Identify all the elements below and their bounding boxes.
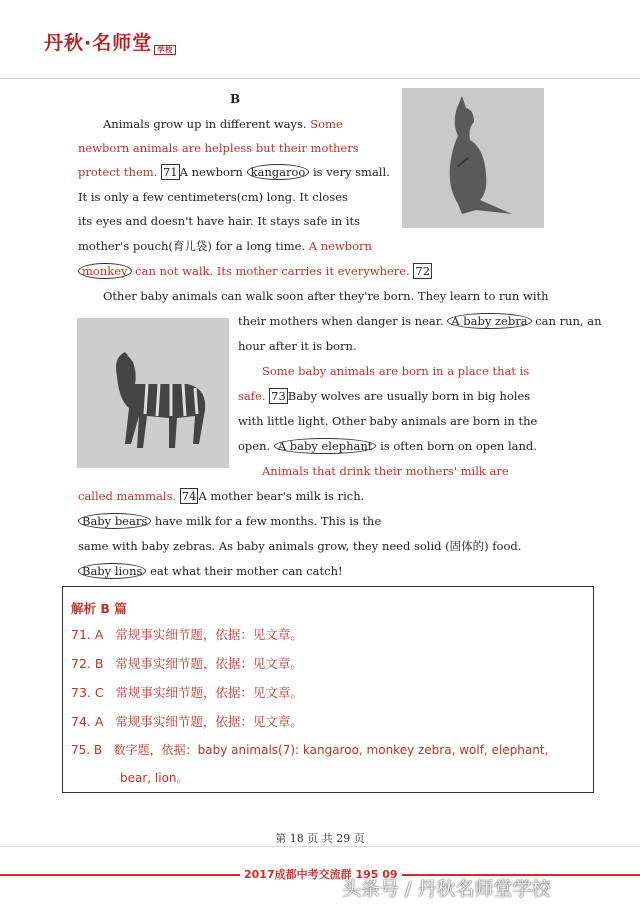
passage-text: mother's pouch(育儿袋) for a long time.: [78, 239, 309, 253]
kangaroo-image: [402, 88, 544, 228]
passage-text: newborn animals are helpless but their mothers: [78, 141, 359, 155]
page-number: 第 18 页 共 29 页: [275, 832, 365, 845]
question-number: 74: [181, 489, 197, 503]
passage-text: its eyes and doesn't have hair. It stays safe in its: [78, 214, 361, 228]
analysis-item: 71. A 常规事实细节题，依据：见文章。: [71, 627, 303, 642]
circled-word: A baby elephant: [274, 438, 377, 454]
passage-text: Baby wolves are usually born in big holes: [287, 389, 531, 403]
passage-text: can run, an: [531, 314, 602, 328]
circled-word: kangaroo: [247, 164, 310, 180]
passage-text: safe.: [238, 389, 270, 403]
passage-text: Other baby animals can walk soon after they're born. They learn to run with: [103, 289, 549, 303]
passage-text: have milk for a few months. This is the: [151, 514, 382, 528]
passage-line-5: [78, 214, 360, 228]
passage-text: Some: [310, 117, 343, 131]
footer-divider: [0, 846, 640, 847]
footer-group-text: 2017成都中考交流群 195 09: [240, 866, 402, 882]
passage-line-19: [78, 564, 343, 578]
analysis-continuation: bear, lion。: [120, 771, 189, 785]
analysis-item: 72. B 常规事实细节题，依据：见文章。: [71, 656, 303, 671]
passage-line-18: [78, 539, 521, 553]
passage-text: It is only a few centimeters(cm) long. It closes: [78, 190, 348, 204]
question-number: 73: [271, 389, 286, 403]
passage-line-16: [78, 489, 364, 503]
analysis-box: [62, 586, 594, 793]
passage-line-7: [78, 264, 432, 278]
header-divider: [0, 78, 640, 79]
passage-line-13: [238, 414, 537, 428]
passage-text: protect them.: [78, 165, 161, 179]
passage-text: open.: [238, 439, 274, 453]
circled-word: A baby zebra: [447, 313, 531, 329]
passage-text: called mammals.: [78, 489, 180, 503]
passage-text: Some baby animals are born in a place that is: [262, 364, 530, 378]
zebra-image: [77, 318, 229, 468]
passage-text: eat what their mother can catch!: [146, 564, 343, 578]
section-heading: B: [230, 92, 241, 106]
passage-line-3: [78, 165, 390, 179]
question-number: 71: [162, 165, 178, 179]
question-number: 72: [415, 264, 431, 278]
passage-line-6: [78, 239, 372, 253]
passage-text: hour after it is born.: [238, 339, 357, 353]
passage-text: Animals that drink their mothers' milk are: [262, 464, 509, 478]
passage-line-8: [103, 289, 549, 303]
analysis-title: 解析 B 篇: [71, 601, 127, 616]
passage-text: same with baby zebras. As baby animals grow, they need solid (固体的) food.: [78, 539, 522, 553]
passage-line-4: [78, 190, 348, 204]
passage-line-11: [262, 364, 529, 378]
passage-line-2: [78, 141, 359, 155]
analysis-item: 73. C 常规事实细节题，依据：见文章。: [71, 685, 304, 700]
passage-line-17: [78, 514, 381, 528]
circled-word: Baby lions: [78, 563, 146, 579]
circled-word: monkey: [78, 263, 132, 279]
passage-text: is often born on open land.: [376, 439, 537, 453]
brand-logo: 丹秋·名师堂 学校: [44, 28, 176, 55]
watermark-text: 头条号 / 丹秋名师堂学校: [342, 878, 551, 900]
passage-text: is very small.: [309, 165, 390, 179]
analysis-item: 74. A 常规事实细节题，依据：见文章。: [71, 714, 303, 729]
analysis-item: 75. B 数字题，依据：baby animals(7): kangaroo, monkey zebra, wolf, elephant,: [71, 743, 549, 757]
passage-line-14: [238, 439, 537, 453]
passage-line-12: [238, 389, 530, 403]
passage-line-10: [238, 339, 357, 353]
passage-text: A newborn: [179, 165, 247, 179]
passage-text: A newborn: [308, 239, 372, 253]
passage-text: Animals grow up in different ways.: [103, 117, 311, 131]
passage-text: can not walk. Its mother carries it everywhere.: [131, 264, 414, 278]
circled-word: Baby bears: [78, 513, 151, 529]
passage-line-9: [238, 314, 601, 328]
passage-line-1: [103, 117, 343, 131]
passage-text: their mothers when danger is near.: [238, 314, 448, 328]
passage-text: A mother bear's milk is rich.: [198, 489, 365, 503]
passage-text: with little light. Other baby animals are born in the: [238, 414, 538, 428]
passage-line-15: [262, 464, 509, 478]
